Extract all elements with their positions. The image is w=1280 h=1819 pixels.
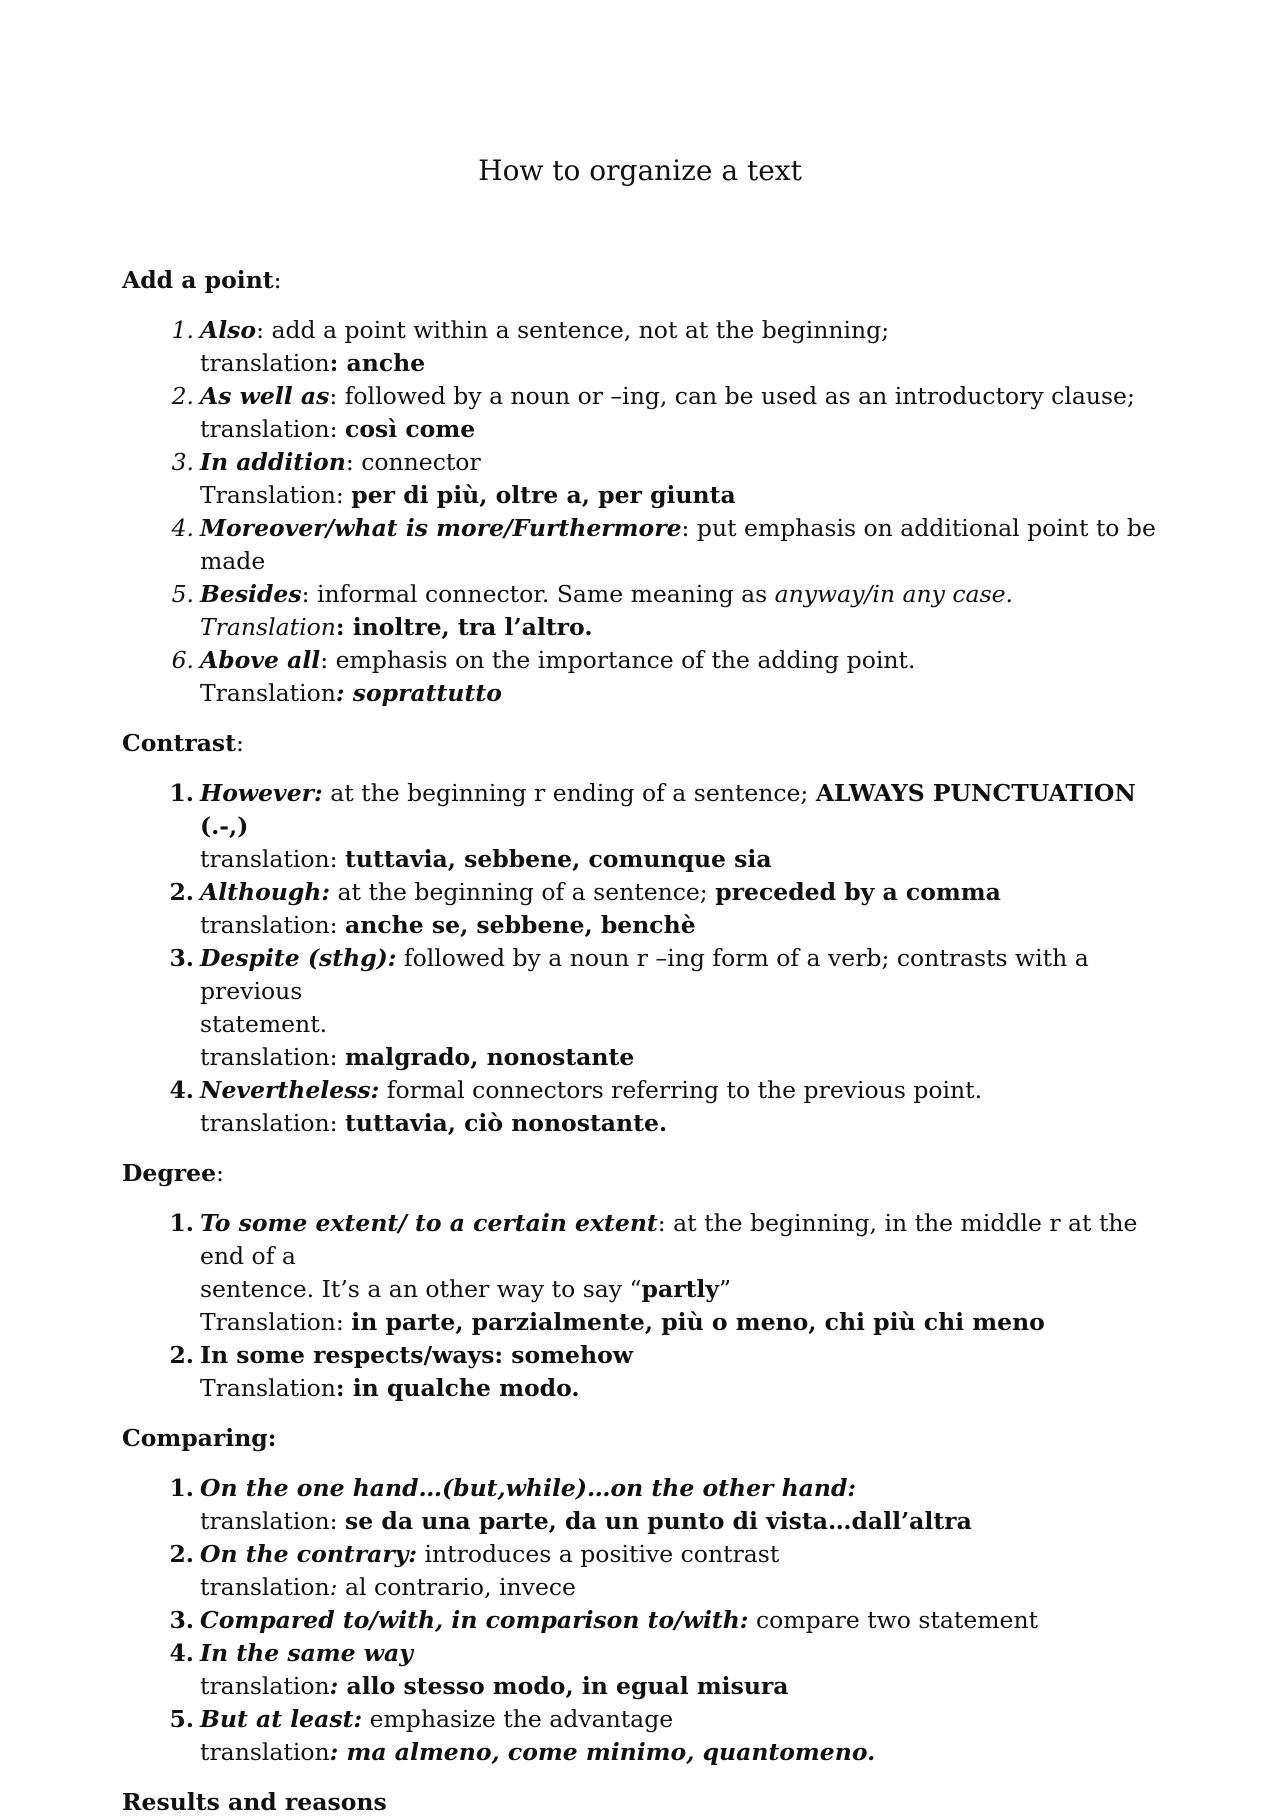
text-run: As well as <box>200 382 330 410</box>
text-run: emphasize the advantage <box>362 1705 674 1733</box>
text-run: On the one hand…(but,while)…on the other hand: <box>200 1474 857 1502</box>
text-run: : in qualche modo. <box>335 1374 580 1402</box>
list-item-line <box>200 1107 1172 1140</box>
list-item-number: 5. <box>169 1705 194 1733</box>
list-item-number: 2. <box>169 1540 194 1568</box>
list-item-number: 2. <box>169 1341 194 1369</box>
list-item-line <box>200 1339 1172 1372</box>
section-heading-text: Results and reasons <box>122 1788 387 1816</box>
list-item <box>122 876 1172 942</box>
list-item <box>122 1538 1172 1604</box>
list-item <box>122 942 1172 1074</box>
text-run: in parte, parzialmente, più o meno, chi più chi meno <box>351 1308 1045 1336</box>
text-run: Besides <box>200 580 302 608</box>
text-run: Translation <box>200 679 336 707</box>
list-item-number: 3. <box>171 448 194 476</box>
text-run: translation: <box>200 845 346 873</box>
section-heading-suffix: : <box>273 266 282 294</box>
section-heading-suffix: : <box>216 1159 224 1187</box>
list-item-line <box>200 777 1172 843</box>
list-item-number: 3. <box>169 1606 194 1634</box>
text-run: : connector <box>345 448 481 476</box>
section-heading-suffix: : <box>236 729 244 757</box>
text-run: allo stesso modo, in egual misura <box>346 1672 789 1700</box>
text-run: anyway/in any case. <box>774 580 1014 608</box>
list-item-line <box>200 644 1172 677</box>
list-item-line <box>200 1074 1172 1107</box>
text-run: translation <box>200 349 330 377</box>
section-heading-text: Degree <box>122 1159 217 1187</box>
text-run: per di più, oltre a, per giunta <box>351 481 736 509</box>
text-run: sentence. It’s a an other way to say “ <box>200 1275 642 1303</box>
list-item <box>122 1637 1172 1703</box>
document-body <box>122 264 1172 1819</box>
list-item <box>122 644 1172 710</box>
list-item-line <box>200 1207 1172 1273</box>
list-item-number: 4. <box>169 1639 194 1667</box>
list-item <box>122 777 1172 876</box>
text-run: followed by a noun r –ing form of a verb; contrasts with a previous <box>200 944 1089 1005</box>
text-run: : anche <box>329 349 426 377</box>
text-run: In addition <box>200 448 346 476</box>
list-item-number: 6. <box>171 646 194 674</box>
list-item <box>122 446 1172 512</box>
text-run: : emphasis on the importance of the adding point. <box>320 646 916 674</box>
list-item-number: 2. <box>171 382 194 410</box>
numbered-list <box>122 777 1172 1140</box>
text-run: formal connectors referring to the previous point. <box>379 1076 983 1104</box>
text-run: ALWAYS PUNCTUATION (.-,) <box>200 779 1136 840</box>
list-item-line <box>200 1703 1172 1736</box>
list-item-line <box>200 479 1172 512</box>
list-item <box>122 314 1172 380</box>
text-run: : <box>329 1573 338 1601</box>
list-item-line <box>200 1670 1172 1703</box>
list-item-number: 1. <box>169 1474 194 1502</box>
list-item-line <box>200 1736 1172 1769</box>
list-item-number: 1. <box>171 316 194 344</box>
list-item <box>122 1472 1172 1538</box>
list-item-line <box>200 1637 1172 1670</box>
text-run: Despite (sthg): <box>200 944 397 972</box>
text-run: ” <box>719 1275 732 1303</box>
list-item-line <box>200 843 1172 876</box>
section-heading-text: Comparing: <box>122 1424 277 1452</box>
text-run: Also <box>200 316 257 344</box>
text-run: malgrado, nonostante <box>345 1043 635 1071</box>
list-item <box>122 578 1172 644</box>
text-run: translation: <box>200 911 346 939</box>
text-run: However: <box>200 779 323 807</box>
text-run: al contrario, invece <box>337 1573 576 1601</box>
list-item-line <box>200 1372 1172 1405</box>
list-item-line <box>200 578 1172 611</box>
text-run: : informal connector. Same meaning as <box>301 580 775 608</box>
list-item-line <box>200 942 1172 1008</box>
list-item-line <box>200 347 1172 380</box>
list-item-line <box>200 876 1172 909</box>
text-run: Translation <box>200 613 336 641</box>
numbered-list <box>122 314 1172 710</box>
list-item <box>122 1074 1172 1140</box>
list-item-line <box>200 1571 1172 1604</box>
list-item <box>122 512 1172 578</box>
list-item-line <box>200 909 1172 942</box>
text-run: Translation <box>200 1374 336 1402</box>
list-item-number: 4. <box>171 514 194 542</box>
list-item-line <box>200 1008 1172 1041</box>
list-item-line <box>200 1472 1172 1505</box>
list-item-line <box>200 677 1172 710</box>
section-heading <box>122 1157 1172 1190</box>
list-item <box>122 1703 1172 1769</box>
text-run: introduces a positive contrast <box>417 1540 780 1568</box>
text-run: translation <box>200 1672 330 1700</box>
section-heading-text: Add a point <box>122 266 274 294</box>
list-item-number: 1. <box>169 779 194 807</box>
text-run: translation: <box>200 1043 346 1071</box>
text-run: : ma almeno, come minimo, quantomeno. <box>329 1738 876 1766</box>
text-run: On the contrary: <box>200 1540 418 1568</box>
text-run: But at least: <box>200 1705 363 1733</box>
list-item-line <box>200 1538 1172 1571</box>
list-item <box>122 1207 1172 1339</box>
text-run: : at the beginning, in the middle r at the end of a <box>200 1209 1138 1270</box>
list-item <box>122 1604 1172 1637</box>
text-run: at the beginning of a sentence; <box>330 878 716 906</box>
text-run: compare two statement <box>748 1606 1039 1634</box>
text-run: translation <box>200 1738 330 1766</box>
list-item-line <box>200 512 1172 578</box>
text-run: : inoltre, tra l’altro. <box>335 613 593 641</box>
text-run: translation: <box>200 1109 346 1137</box>
list-item <box>122 380 1172 446</box>
list-item-number: 3. <box>169 944 194 972</box>
list-item-number: 1. <box>169 1209 194 1237</box>
list-item-line <box>200 413 1172 446</box>
text-run: Compared to/with, in comparison to/with: <box>200 1606 749 1634</box>
text-run: translation <box>200 1573 330 1601</box>
text-run: preceded by a comma <box>715 878 1001 906</box>
text-run: Translation: <box>200 481 352 509</box>
list-item-number: 5. <box>171 580 194 608</box>
section-heading <box>122 1422 1172 1455</box>
text-run: translation: <box>200 415 346 443</box>
text-run: tuttavia, ciò nonostante. <box>345 1109 668 1137</box>
list-item-line <box>200 1273 1172 1306</box>
list-item-line <box>200 1306 1172 1339</box>
list-item-line <box>200 1041 1172 1074</box>
text-run: translation: <box>200 1507 346 1535</box>
text-run: Translation: <box>200 1308 352 1336</box>
text-run: tuttavia, sebbene, comunque sia <box>345 845 772 873</box>
section-heading-text: Contrast <box>122 729 237 757</box>
text-run: : soprattutto <box>335 679 502 707</box>
list-item-line <box>200 611 1172 644</box>
page-title: How to organize a text <box>478 154 802 187</box>
text-run: anche se, sebbene, benchè <box>345 911 696 939</box>
text-run: at the beginning r ending of a sentence; <box>322 779 816 807</box>
text-run: : add a point within a sentence, not at the beginning; <box>256 316 890 344</box>
list-item-line <box>200 314 1172 347</box>
text-run: statement. <box>200 1010 328 1038</box>
text-run: In some respects/ways: somehow <box>200 1341 633 1369</box>
numbered-list <box>122 1472 1172 1769</box>
text-run: partly <box>641 1275 720 1303</box>
list-item-line <box>200 446 1172 479</box>
section-heading <box>122 264 1172 297</box>
list-item-number: 4. <box>169 1076 194 1104</box>
text-run: Above all <box>200 646 321 674</box>
text-run: se da una parte, da un punto di vista…dall’altra <box>345 1507 972 1535</box>
text-run: Moreover/what is more/Furthermore <box>200 514 682 542</box>
list-item-line <box>200 1505 1172 1538</box>
list-item-line <box>200 380 1172 413</box>
numbered-list <box>122 1207 1172 1405</box>
text-run: : followed by a noun or –ing, can be used as an introductory clause; <box>329 382 1135 410</box>
text-run: Nevertheless: <box>200 1076 380 1104</box>
list-item <box>122 1339 1172 1405</box>
text-run: To some extent/ to a certain extent <box>200 1209 658 1237</box>
section-heading <box>122 727 1172 760</box>
text-run: così come <box>345 415 476 443</box>
section-heading <box>122 1786 1172 1819</box>
list-item-line <box>200 1604 1172 1637</box>
text-run: In the same way <box>200 1639 413 1667</box>
list-item-number: 2. <box>169 878 194 906</box>
text-run: : put emphasis on additional point to be made <box>200 514 1156 575</box>
text-run: : <box>329 1672 347 1700</box>
text-run: Although: <box>200 878 331 906</box>
